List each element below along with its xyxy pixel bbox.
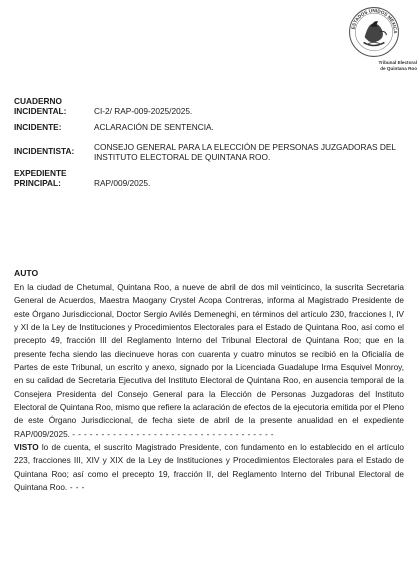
case-metadata	[14, 96, 400, 194]
tribunal-seal-logo	[348, 6, 400, 58]
meta-row-expediente	[14, 168, 400, 188]
incidentista-value: CONSEJO GENERAL PARA LA ELECCIÓN DE PERSONAS JUZGADORAS DEL INSTITUTO ELECTORAL DE QUINTANA ROO.	[94, 142, 396, 162]
seal-caption	[325, 60, 417, 71]
document-body	[14, 281, 404, 495]
seal-ring-text: ESTADOS UNIDOS MEXICA	[350, 8, 398, 34]
seal-caption-line1: Tribunal Electoral	[378, 60, 417, 65]
auto-heading: AUTO	[14, 268, 39, 278]
cuaderno-label: CUADERNO INCIDENTAL:	[14, 96, 67, 116]
expediente-value: RAP/009/2025.	[94, 178, 151, 188]
meta-row-incidentista	[14, 142, 400, 162]
visto-lead: VISTO	[14, 443, 39, 453]
seal-caption-line2: de Quintana Roo	[380, 65, 417, 71]
paragraph-1	[14, 281, 404, 441]
incidentista-label: INCIDENTISTA:	[14, 146, 75, 156]
expediente-label: EXPEDIENTE PRINCIPAL:	[14, 168, 67, 188]
paragraph-1-text: En la ciudad de Chetumal, Quintana Roo, a nueve de abril de dos mil veinticinco, la suscrita Secretaria General de Acuerdos, Maestra Maogany Crystel Acopa Contreras, informa al Magistrado Presidente de este Órgano Jurisdiccional, Doctor Sergio Avilés Demeneghi, en términos del artículo 230, fracciones I, IV y XI de la Ley de Instituciones y Procedimientos Electorales para el Estado de Quintana Roo, así como el precepto 49, fracción III del Reglamento Interno del Tribunal Electoral de Quintana Roo; que en la presente fecha siendo las diecinueve horas con cuarenta y cuatro minutos se recibió en la Oficialía de Partes de este Tribunal, un escrito y anexo, signado por la Licenciada Guadalupe Irma Esquivel Monroy, en su calidad de Secretaria Ejecutiva del Instituto Electoral de Quintana Roo, en ausencia temporal de la Consejera Presidenta del Consejo General para la Elección de Personas Juzgadoras del Instituto Electoral de Quintana Roo, mismo que refiere la aclaración de efectos de la ejecutoria emitida por el Pleno de este Órgano Jurisdiccional, de fecha siete de abril de la presente anualidad en el expediente RAP/009/2025.	[14, 283, 404, 439]
cuaderno-value: CI-2/ RAP-009-2025/2025.	[94, 106, 193, 116]
paragraph-2	[14, 441, 404, 494]
meta-row-cuaderno	[14, 96, 400, 116]
incidente-value: ACLARACIÓN DE SENTENCIA.	[94, 122, 214, 132]
paragraph-1-dashes: - - - - - - - - - - - - - - - - - - - - - - - - - - - - - - - - - - -	[72, 429, 274, 439]
paragraph-2-dashes: - - -	[67, 483, 85, 493]
paragraph-2-text: lo de cuenta, el suscrito Magistrado Presidente, con fundamento en lo establecido en el artículo 223, fracciones III, XIV y XIX de la Ley de Instituciones y Procedimientos Electorales para el Estado de Quintana Roo; así como el precepto 19, fracción II, del Reglamento Interno del Tribunal Electoral de Quintana Roo.	[14, 443, 404, 493]
meta-row-incidente	[14, 122, 400, 132]
incidente-label: INCIDENTE:	[14, 122, 62, 132]
